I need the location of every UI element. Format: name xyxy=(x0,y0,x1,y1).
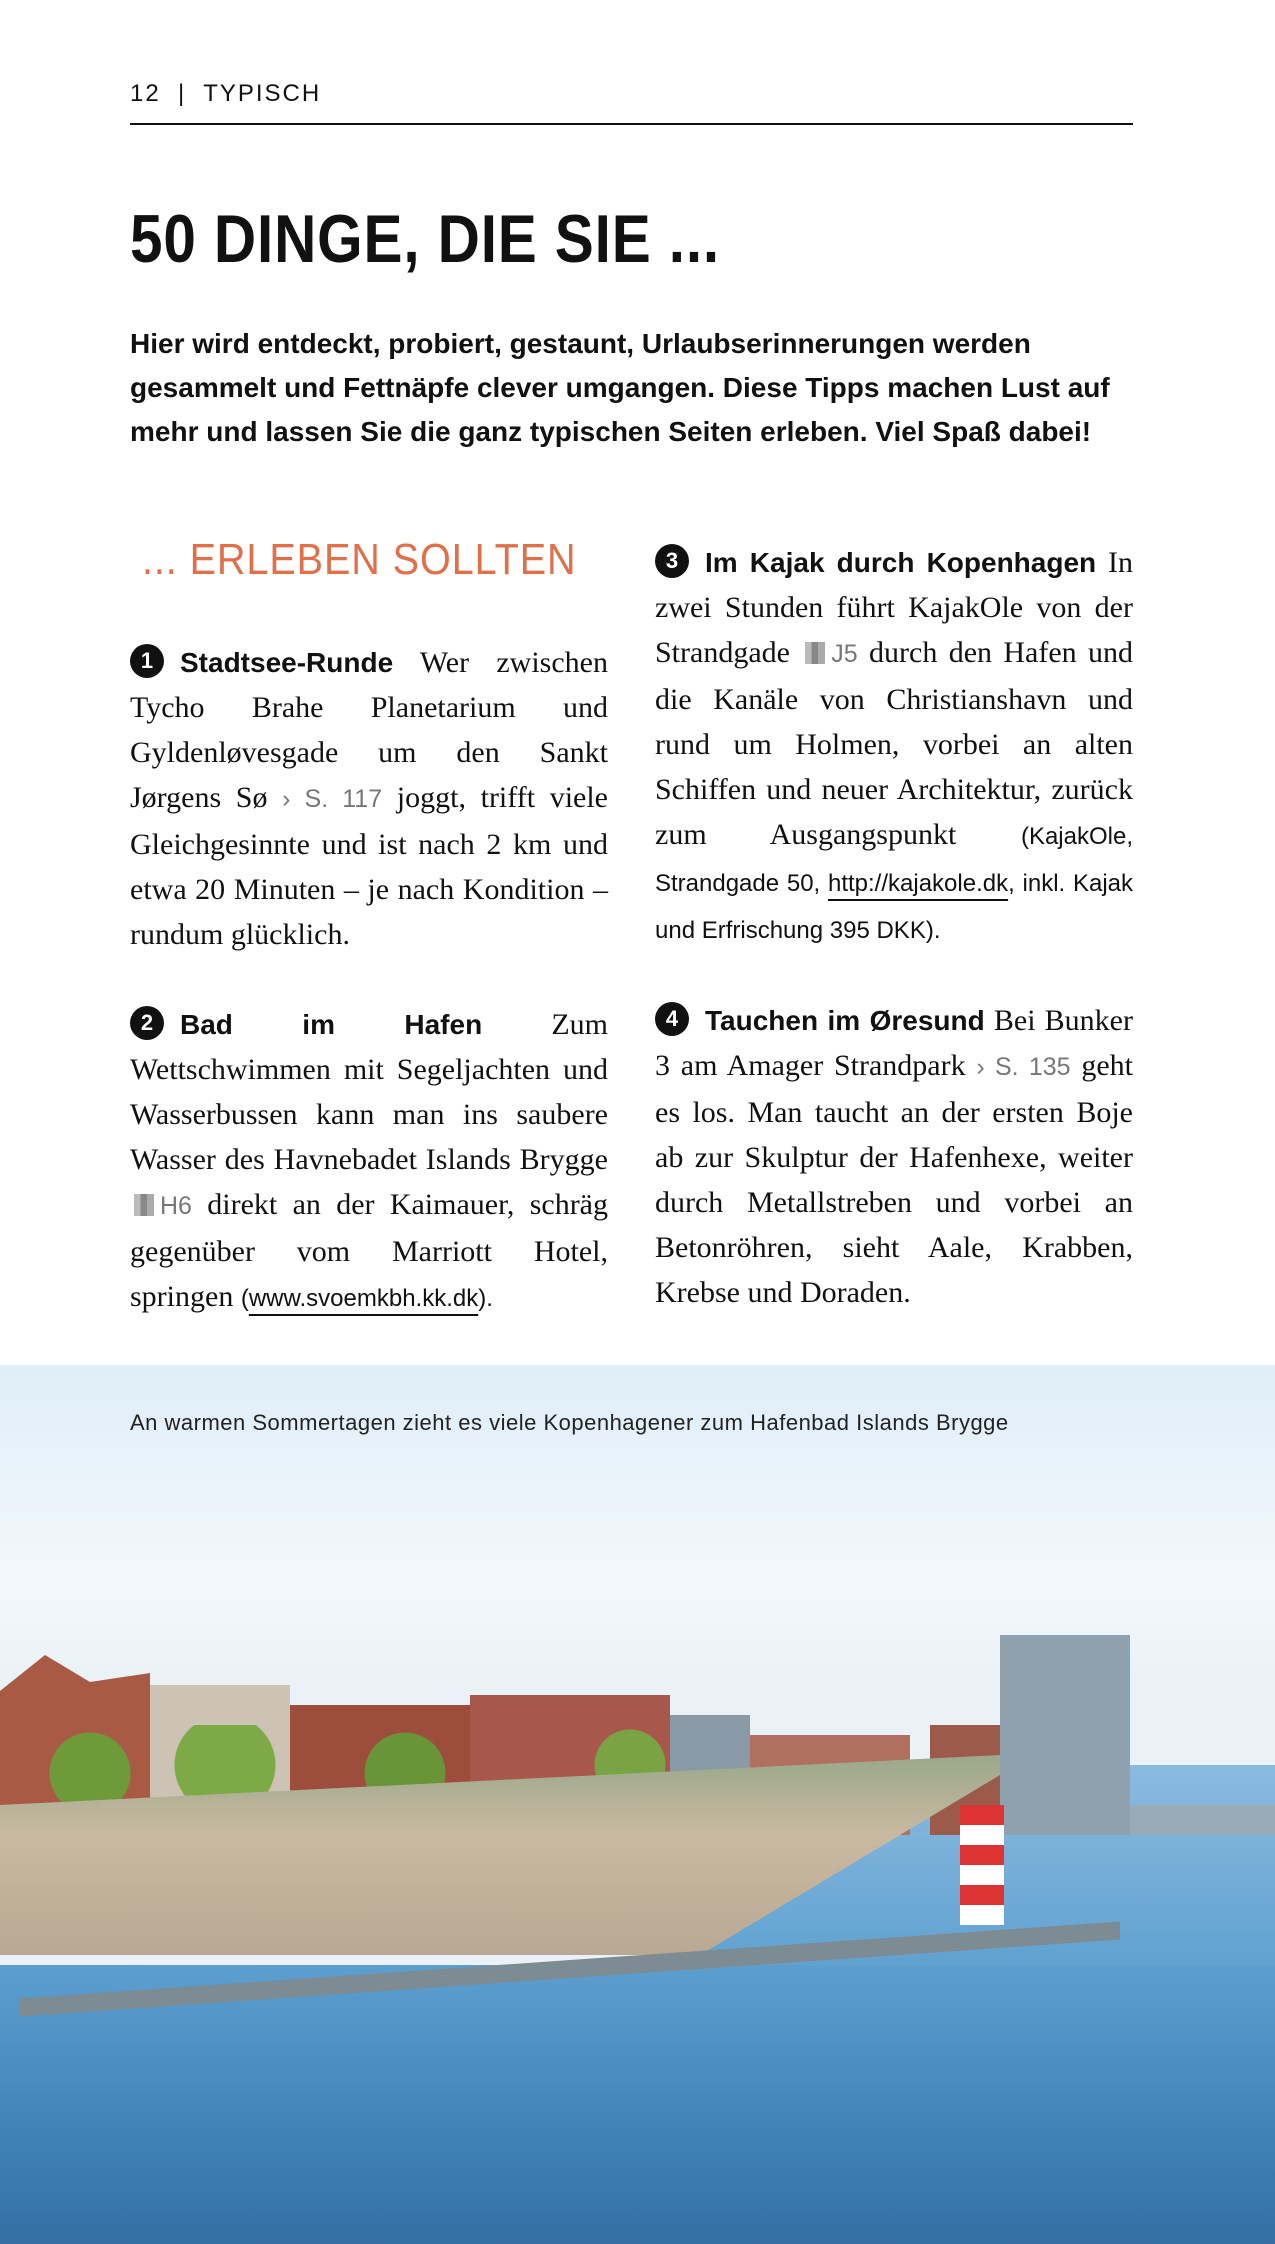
tip-text: Bei Bunker 3 am Amager Strandpark xyxy=(655,1004,1133,1082)
tip-item-1 xyxy=(130,640,608,957)
running-header: 12 | TYPISCH xyxy=(130,80,322,107)
page-reference-link[interactable]: › S. 135 xyxy=(976,1053,1071,1081)
section-heading: ... ERLEBEN SOLLTEN xyxy=(142,535,577,584)
number-badge: 2 xyxy=(130,1006,164,1040)
intro-text: Hier wird entdeckt, probiert, gestaunt, Urlaubserinnerungen werden gesammelt und Fettnäpfe clever umgangen. Diese Tipps machen Lust auf mehr und lassen Sie die ganz typischen Seiten erleben. Viel Spaß dabei! xyxy=(130,328,1110,447)
tip-item-3 xyxy=(655,540,1133,953)
tip-title: Stadtsee-Runde xyxy=(180,647,394,678)
map-reference[interactable]: J5 xyxy=(831,640,858,668)
page-reference-link[interactable]: › S. 117 xyxy=(282,785,383,813)
number-badge: 4 xyxy=(655,1002,689,1036)
tip-info: ). xyxy=(478,1285,493,1312)
tip-text: durch den Hafen und die Kanäle von Christianshavn und rund um Holmen, vorbei an alten Schiffen und neuer Architektur, zurück zum Ausgangspunkt xyxy=(655,636,1133,851)
left-column xyxy=(130,535,608,1366)
tip-text: Wer zwischen Tycho Brahe Planetarium und Gyldenløvesgade um den Sankt Jørgens Sø xyxy=(130,646,608,814)
website-link[interactable]: www.svoemkbh.kk.dk xyxy=(248,1285,479,1312)
tip-text: direkt an der Kaimauer, schräg gegenüber vom Marriott Hotel, springen xyxy=(130,1188,608,1313)
building xyxy=(1130,1805,1275,1835)
tip-item-4 xyxy=(655,998,1133,1315)
tip-item-2 xyxy=(130,1002,608,1321)
tip-info: , inkl. Kajak und Erfrischung 395 DKK). xyxy=(655,870,1133,944)
map-icon xyxy=(805,642,825,664)
tip-text: joggt, trifft viele Gleichgesinnte und ist nach 2 km und etwa 20 Minuten – je nach Kondition – rundum glücklich. xyxy=(130,781,608,951)
tip-info: (KajakOle, Strandgade 50, xyxy=(655,823,1133,897)
number-badge: 1 xyxy=(130,644,164,678)
page-title: 50 DINGE, DIE SIE ... xyxy=(130,201,721,277)
right-column xyxy=(655,540,1133,1360)
tip-text: geht es los. Man taucht an der ersten Boje ab zur Skulptur der Hafenhexe, weiter durch Metallstreben und vorbei an Betonröhren, sieht Aale, Krabben, Krebse und Doraden. xyxy=(655,1049,1134,1309)
tip-title: Bad im Hafen xyxy=(180,1009,483,1040)
map-reference[interactable]: H6 xyxy=(160,1192,192,1220)
lifeguard-tower xyxy=(960,1805,1004,1925)
number-badge: 3 xyxy=(655,544,689,578)
tip-info: ( xyxy=(240,1285,249,1312)
page-number: 12 xyxy=(130,80,161,107)
section-name: TYPISCH xyxy=(203,80,322,107)
photo-caption: An warmen Sommertagen zieht es viele Kopenhagener zum Hafenbad Islands Brygge xyxy=(130,1410,1009,1435)
harbour-bath-photo xyxy=(0,1365,1275,2244)
map-icon xyxy=(134,1194,154,1216)
header-rule xyxy=(130,123,1133,125)
harbour-water xyxy=(0,1965,1275,2244)
tip-title: Tauchen im Øresund xyxy=(705,1005,985,1036)
tip-text: Zum Wettschwimmen mit Segeljachten und Wasserbussen kann man ins saubere Wasser des Havnebadet Islands Brygge xyxy=(130,1008,608,1176)
tip-title: Im Kajak durch Kopenhagen xyxy=(705,547,1097,578)
tower-building xyxy=(1000,1635,1130,1835)
tip-text: In zwei Stunden führt KajakOle von der Strandgade xyxy=(655,546,1133,669)
website-link[interactable]: http://kajakole.dk xyxy=(827,870,1009,897)
